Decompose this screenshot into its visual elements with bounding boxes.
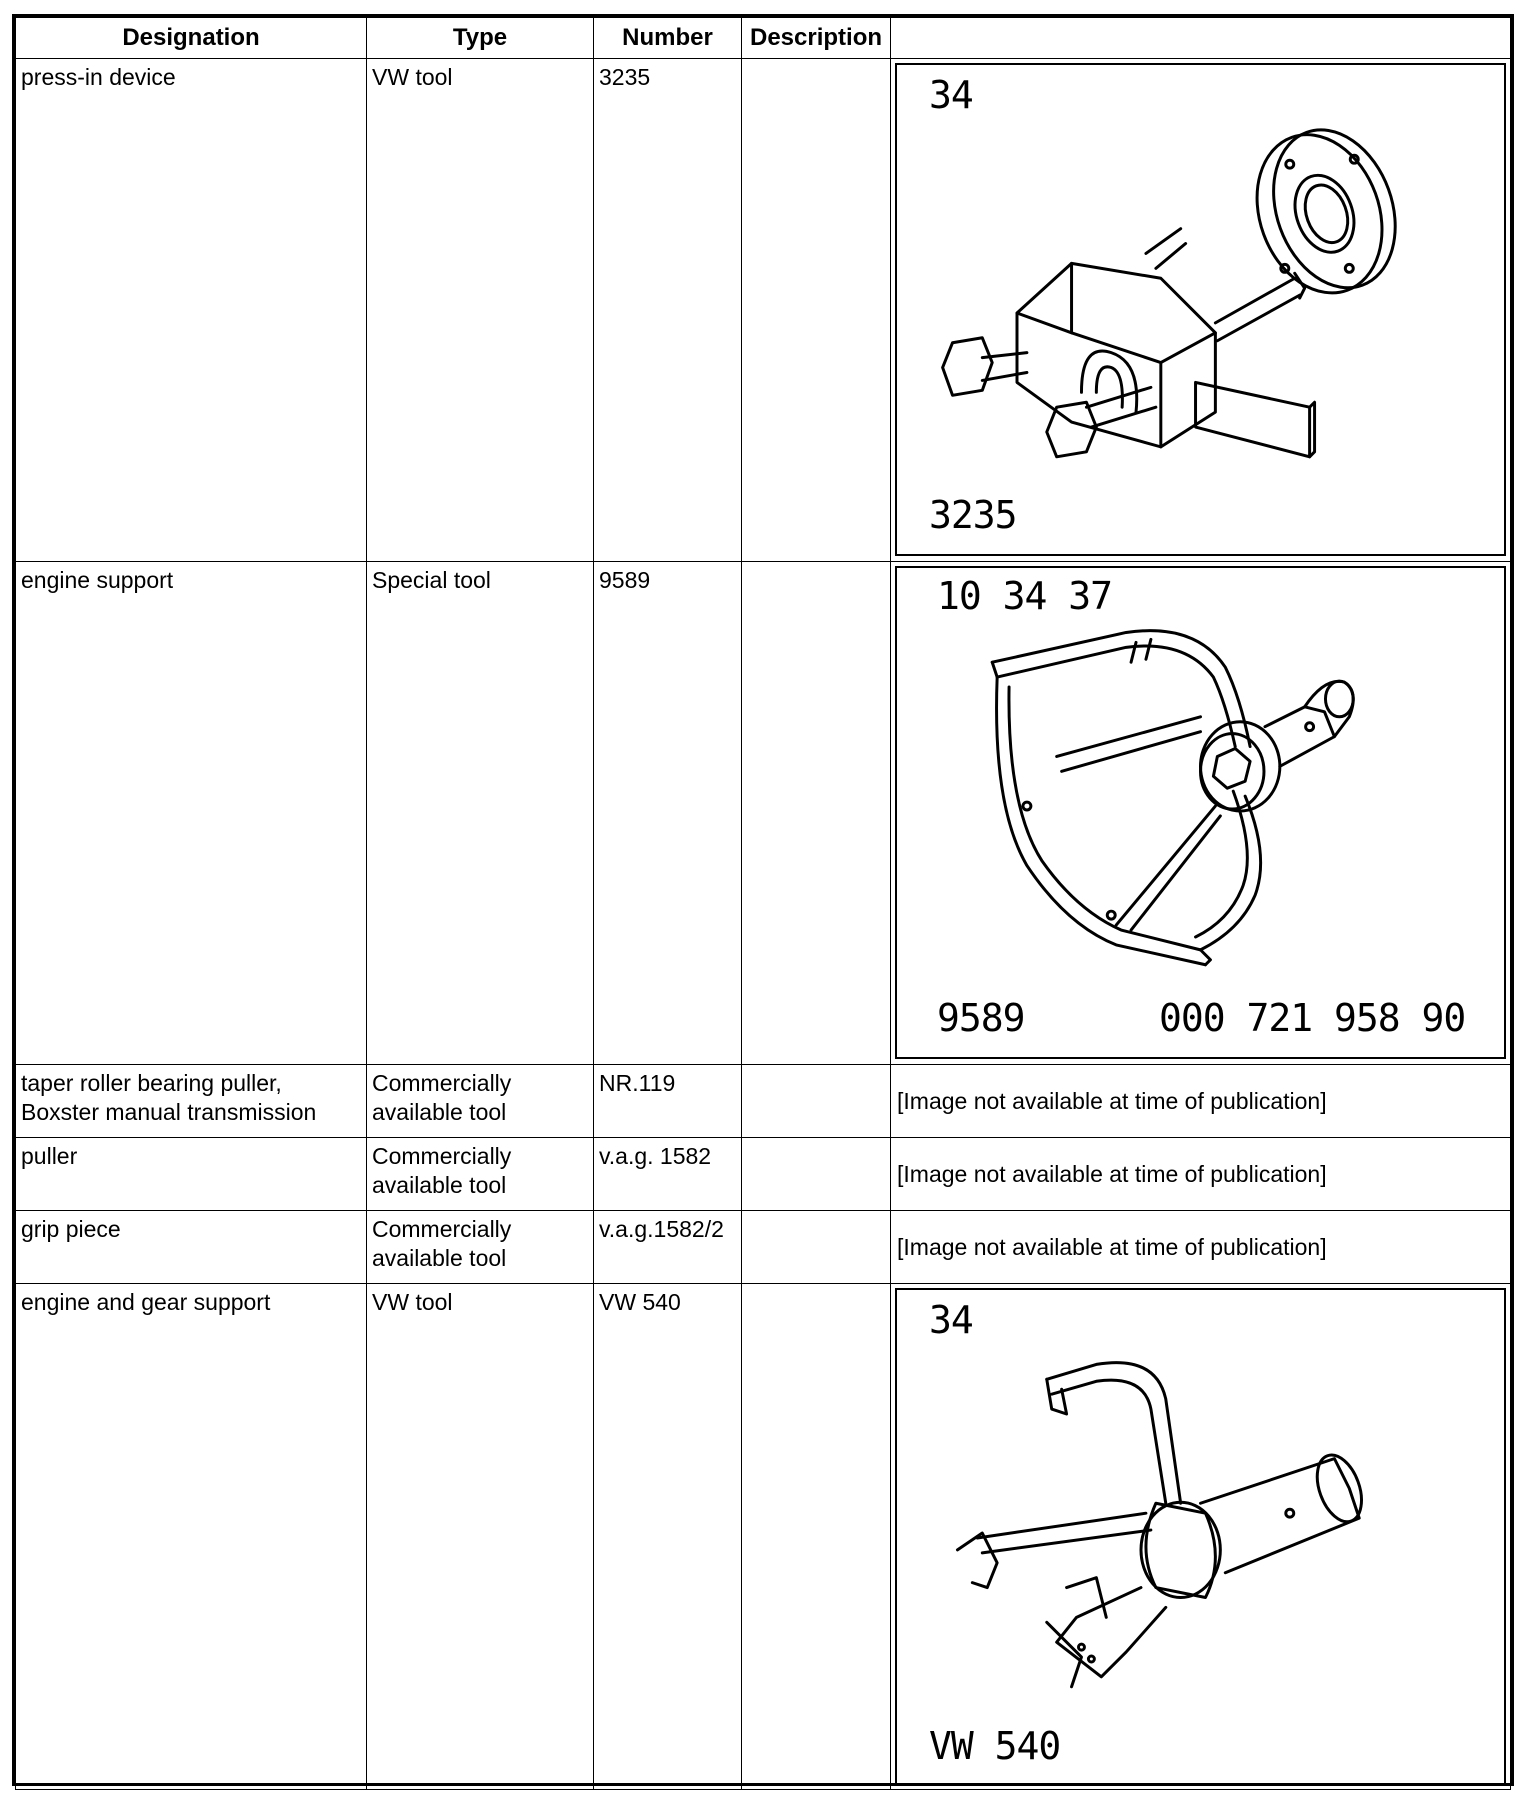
table-row [16,1284,1511,1790]
cell-designation: engine support [16,562,367,1065]
cell-number: NR.119 [594,1065,742,1138]
cell-description [742,1211,891,1284]
cell-number: 9589 [594,562,742,1065]
cell-designation: engine and gear support [16,1284,367,1790]
table-row [16,59,1511,562]
cell-designation: press-in device [16,59,367,562]
cell-type: Commercially available tool [367,1065,594,1138]
cell-image [891,562,1511,1065]
cell-image [891,1284,1511,1790]
drawing-bottom-right-label: 000 721 958 90 [1159,996,1466,1040]
drawing-top-label: 34 [929,1298,973,1342]
drawing-top-label: 10 34 37 [937,574,1113,618]
drawing-bottom-left-label: 9589 [937,996,1025,1040]
header-number: Number [594,18,742,59]
cell-designation: puller [16,1138,367,1211]
cell-designation: taper roller bearing puller, Boxster manual transmission [16,1065,367,1138]
special-tools-table [15,17,1511,1790]
header-description: Description [742,18,891,59]
table-row [16,1211,1511,1284]
header-designation: Designation [16,18,367,59]
cell-type: VW tool [367,59,594,562]
cell-description [742,1065,891,1138]
cell-number: 3235 [594,59,742,562]
cell-image [891,59,1511,562]
table-row [16,562,1511,1065]
cell-type: Special tool [367,562,594,1065]
cell-type: Commercially available tool [367,1211,594,1284]
cell-number: VW 540 [594,1284,742,1790]
header-image [891,18,1511,59]
tool-image-frame [895,63,1506,556]
cell-description [742,59,891,562]
drawing-top-label: 34 [929,73,973,117]
engine-support-drawing [897,568,1504,1057]
cell-type: Commercially available tool [367,1138,594,1211]
cell-image-note: [Image not available at time of publication] [891,1138,1511,1211]
drawing-bottom-label: VW 540 [929,1724,1061,1768]
tool-table-sheet [12,14,1514,1786]
cell-image-note: [Image not available at time of publication] [891,1211,1511,1284]
cell-number: v.a.g.1582/2 [594,1211,742,1284]
engine-gear-support-drawing [897,1290,1504,1783]
table-row [16,1138,1511,1211]
table-row [16,1065,1511,1138]
header-type: Type [367,18,594,59]
cell-designation: grip piece [16,1211,367,1284]
table-header-row [16,18,1511,59]
cell-description [742,1138,891,1211]
cell-image-note: [Image not available at time of publication] [891,1065,1511,1138]
drawing-bottom-label: 3235 [929,493,1017,537]
press-in-device-drawing [897,65,1504,554]
cell-type: VW tool [367,1284,594,1790]
tool-image-frame [895,1288,1506,1785]
cell-number: v.a.g. 1582 [594,1138,742,1211]
cell-description [742,562,891,1065]
cell-description [742,1284,891,1790]
tool-image-frame [895,566,1506,1059]
